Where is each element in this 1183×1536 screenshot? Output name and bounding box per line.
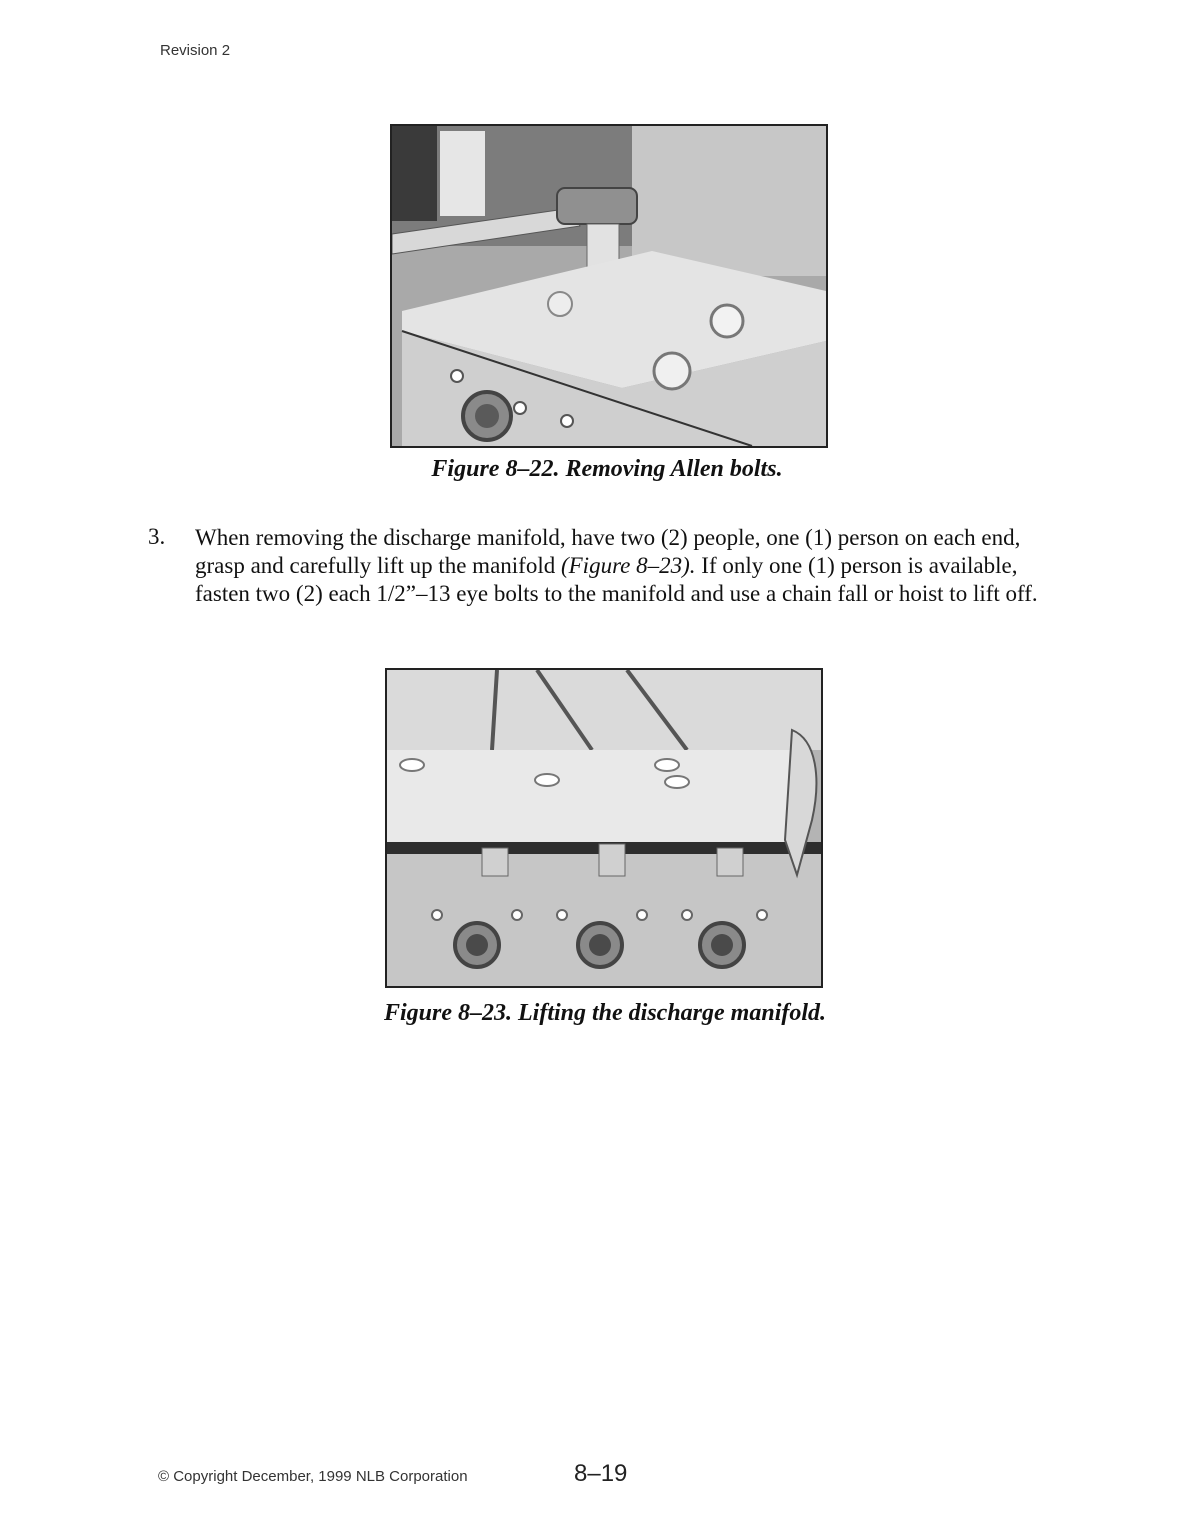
figure-8-23-caption: Figure 8–23. Lifting the discharge manifold. — [383, 1000, 827, 1026]
figure-8-22-caption: Figure 8–22. Removing Allen bolts. — [431, 456, 783, 482]
revision-label: Revision 2 — [160, 42, 231, 59]
step-text-after: If only one (1) person is available, fasten two (2) each 1/2”–13 eye bolts to the manifold and use a chain fall or hoist to lift off. — [195, 553, 1038, 606]
step-text-before: When removing the discharge manifold, have two (2) people, one (1) person on each end, grasp and carefully lift up the manifold — [195, 525, 1021, 578]
figure-reference: (Figure 8–23). — [560, 553, 696, 578]
step-number: 3. — [148, 524, 166, 549]
copyright-footer: © Copyright December, 1999 NLB Corporation — [158, 1468, 468, 1485]
figure-lifting-discharge-manifold-photo — [385, 668, 823, 988]
page-number: 8–19 — [574, 1460, 628, 1487]
step-paragraph — [195, 524, 1045, 608]
figure-removing-allen-bolts-photo — [390, 124, 828, 448]
